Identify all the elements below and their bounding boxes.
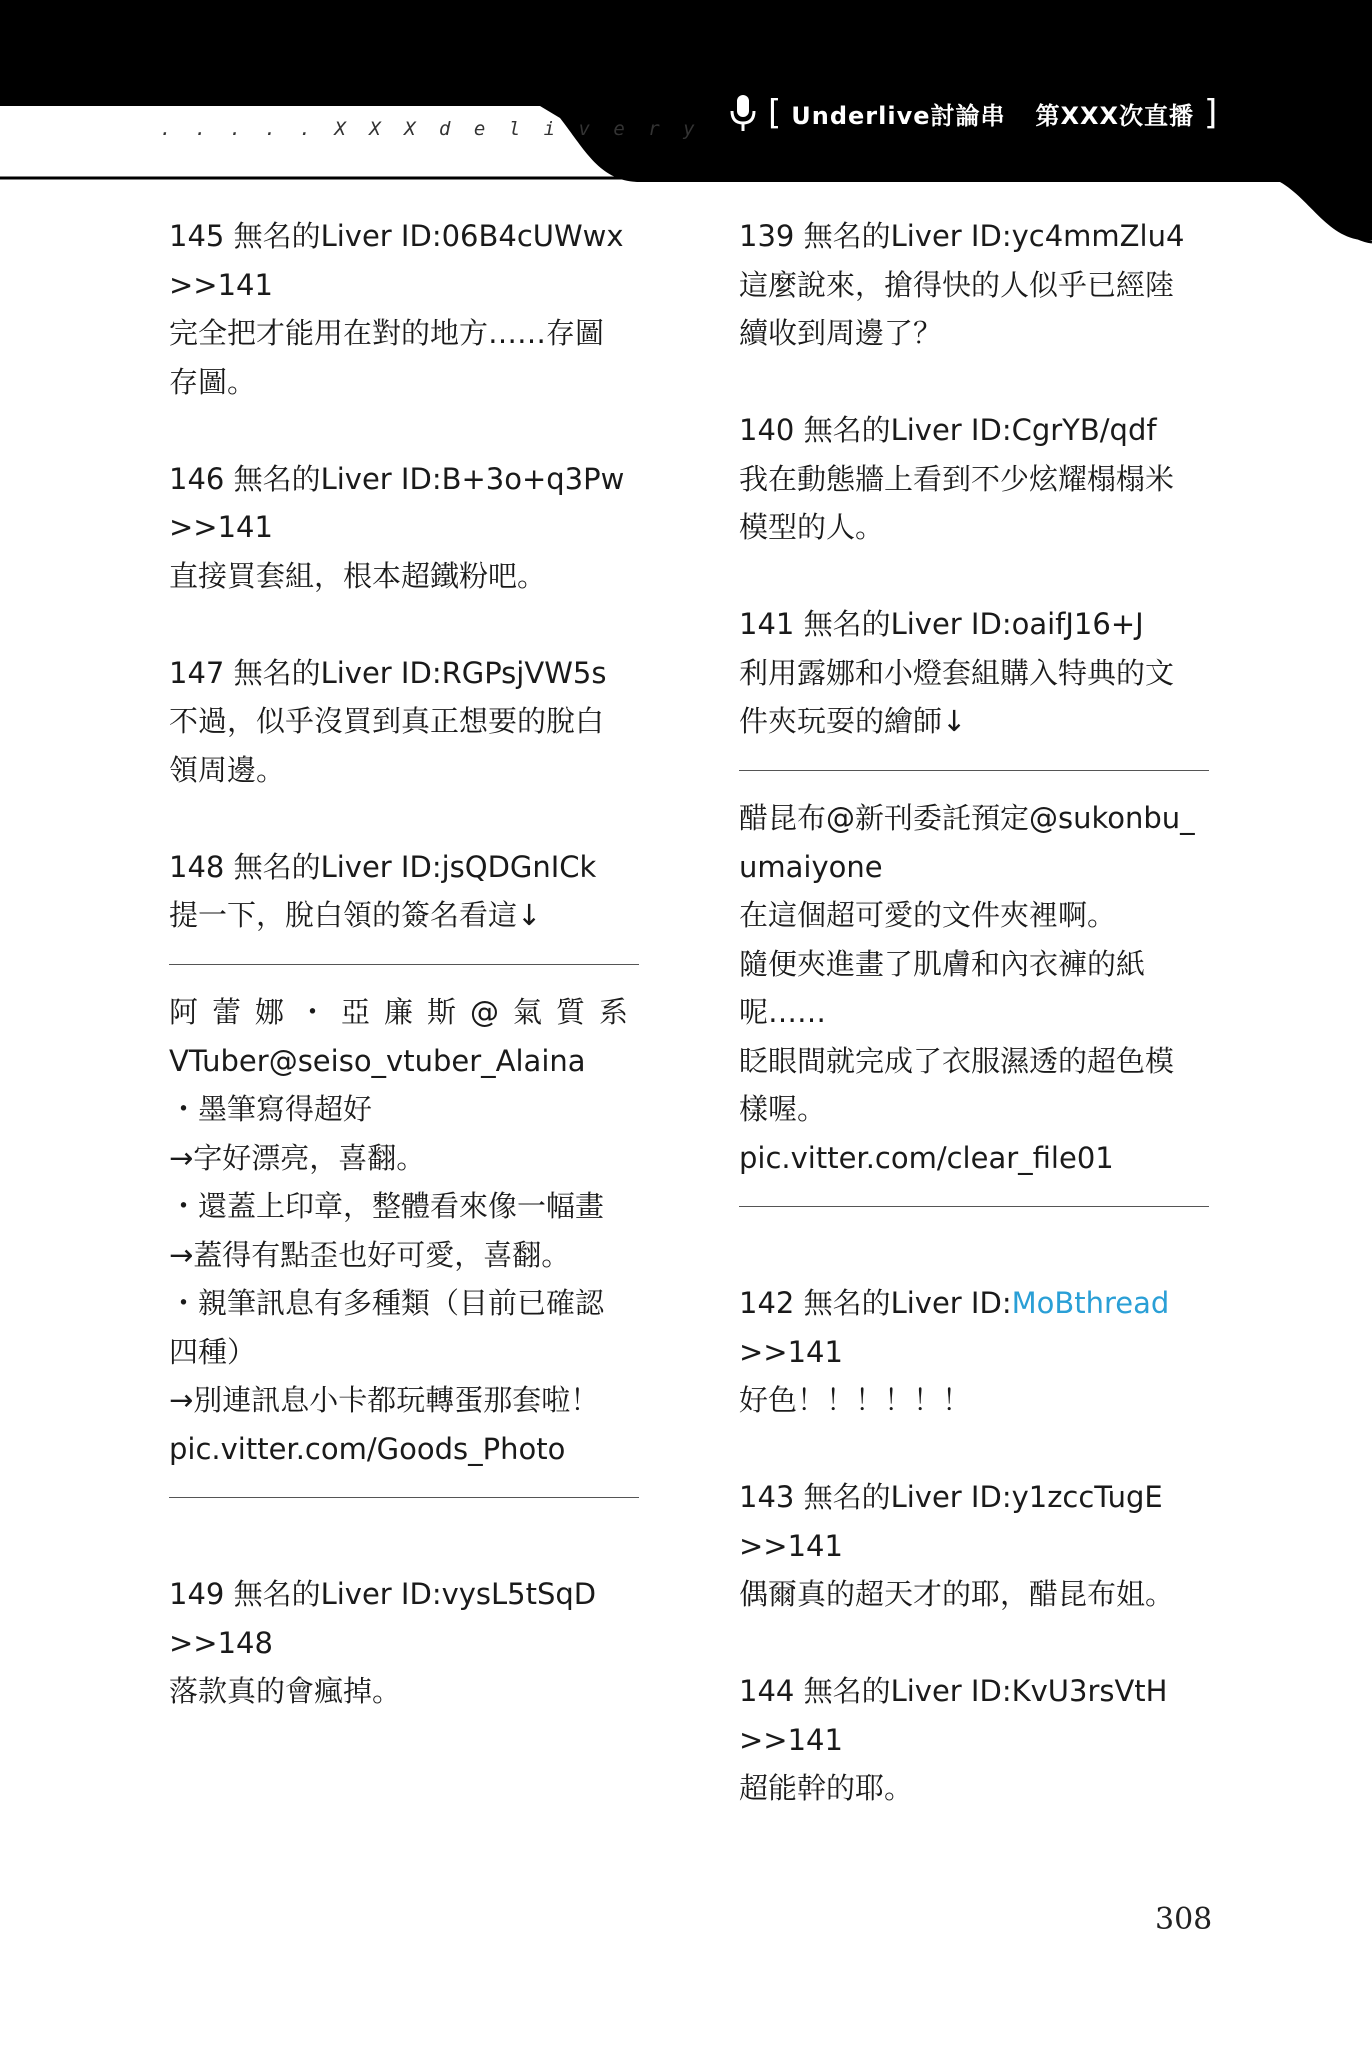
left-column <box>169 212 647 1716</box>
paragraph-gap <box>739 1231 1217 1280</box>
post-line: ・墨筆寫得超好 <box>169 1092 373 1126</box>
post-line: 阿蕾娜・亞廉斯@氣質系 <box>169 995 643 1029</box>
post-line: 145 無名的Liver ID:06B4cUWwx <box>169 219 624 253</box>
post-line: 存圖。 <box>169 364 257 399</box>
post-line: 不過，似乎沒買到真正想要的脫白 <box>169 704 605 738</box>
post-line: >>141 <box>739 1722 843 1757</box>
post-line: 完全把才能用在對的地方……存圖 <box>169 316 605 350</box>
post-line: 149 無名的Liver ID:vysL5tSqD <box>169 1577 597 1611</box>
divider <box>169 1473 647 1522</box>
paragraph-gap <box>739 552 1217 601</box>
post-line: 醋昆布@新刊委託預定@sukonbu_ <box>739 801 1195 835</box>
post-line: 件夾玩耍的繪師↓ <box>739 704 967 738</box>
post-line: 144 無名的Liver ID:KvU3rsVtH <box>739 1674 1168 1708</box>
bracket-open: [ <box>768 93 782 133</box>
post-line: 在這個超可愛的文件夾裡啊。 <box>739 898 1117 932</box>
divider <box>739 746 1217 795</box>
post-line: 領周邊。 <box>169 752 286 787</box>
post-line: 148 無名的Liver ID:jsQDGnICk <box>169 849 597 884</box>
post-line: 143 無名的Liver ID:y1zccTugE <box>739 1480 1163 1514</box>
post-line: 好色！！！！！！ <box>739 1383 972 1417</box>
post-line: →字好漂亮，喜翻。 <box>169 1140 426 1175</box>
paragraph-gap <box>169 1522 647 1571</box>
header-title <box>728 88 1217 138</box>
post-line: 眨眼間就完成了衣服濕透的超色模 <box>739 1043 1175 1078</box>
post-line: 146 無名的Liver ID:B+3o+q3Pw <box>169 461 625 496</box>
post-line: →別連訊息小卡都玩轉蛋那套啦！ <box>169 1383 600 1417</box>
post-line: ・親筆訊息有多種類（目前已確認 <box>169 1286 605 1320</box>
paragraph-gap <box>169 600 647 649</box>
post-line: 這麼說來，搶得快的人似乎已經陸 <box>739 267 1175 302</box>
post-line: pic.vitter.com/clear_file01 <box>739 1140 1114 1175</box>
post-line <box>739 1279 1217 1328</box>
post-line: 續收到周邊了？ <box>739 316 943 350</box>
delivery-text: . . . . . X X X d e l i v e r y <box>160 118 701 140</box>
post-line: >>141 <box>169 267 273 302</box>
paragraph-gap <box>169 406 647 455</box>
stream-number: 第XXX次直播 <box>1035 101 1195 130</box>
bracket-close: ] <box>1204 93 1218 133</box>
post-line: 139 無名的Liver ID:yc4mmZlu4 <box>739 219 1185 253</box>
highlighted-id: MoBthread <box>1011 1286 1170 1320</box>
divider <box>169 940 647 989</box>
post-line: 140 無名的Liver ID:CgrYB/qdf <box>739 413 1157 447</box>
post-line: 超能幹的耶。 <box>739 1771 914 1805</box>
post-line: 偶爾真的超天才的耶，醋昆布姐。 <box>739 1577 1175 1611</box>
post-line: 落款真的會瘋掉。 <box>169 1674 402 1708</box>
divider <box>739 1182 1217 1231</box>
post-line: >>148 <box>169 1625 273 1660</box>
post-line: VTuber@seiso_vtuber_Alaina <box>169 1043 586 1078</box>
post-line: >>141 <box>739 1334 843 1369</box>
paragraph-gap <box>739 1425 1217 1474</box>
right-column <box>739 212 1217 1813</box>
post-line: 呢…… <box>739 995 827 1029</box>
post-line: 提一下，脫白領的簽名看這↓ <box>169 898 542 932</box>
post-line: 我在動態牆上看到不少炫耀榻榻米 <box>739 461 1175 496</box>
post-line: umaiyone <box>739 849 883 884</box>
microphone-icon <box>728 93 758 133</box>
post-line: →蓋得有點歪也好可愛，喜翻。 <box>169 1237 571 1272</box>
post-line: ・還蓋上印章，整體看來像一幅畫 <box>169 1189 605 1223</box>
post-header: 142 無名的Liver ID: <box>739 1286 1012 1320</box>
thread-title: Underlive討論串 <box>791 101 1006 130</box>
post-line: 141 無名的Liver ID:oaifJ16+J <box>739 607 1144 641</box>
post-line: 147 無名的Liver ID:RGPsjVW5s <box>169 655 607 690</box>
post-line: 四種） <box>169 1334 257 1369</box>
post-line: 直接買套組，根本超鐵粉吧。 <box>169 558 547 593</box>
paragraph-gap <box>739 1619 1217 1668</box>
post-line: 模型的人。 <box>739 510 885 544</box>
post-line: >>141 <box>169 510 273 544</box>
post-line: >>141 <box>739 1528 843 1563</box>
post-line: 樣喔。 <box>739 1092 827 1126</box>
post-line: 隨便夾進畫了肌膚和內衣褲的紙 <box>739 946 1146 981</box>
paragraph-gap <box>739 358 1217 407</box>
post-line: 利用露娜和小燈套組購入特典的文 <box>739 655 1175 690</box>
paragraph-gap <box>169 794 647 843</box>
page-number: 308 <box>1155 1902 1213 1937</box>
post-line: pic.vitter.com/Goods_Photo <box>169 1431 566 1466</box>
